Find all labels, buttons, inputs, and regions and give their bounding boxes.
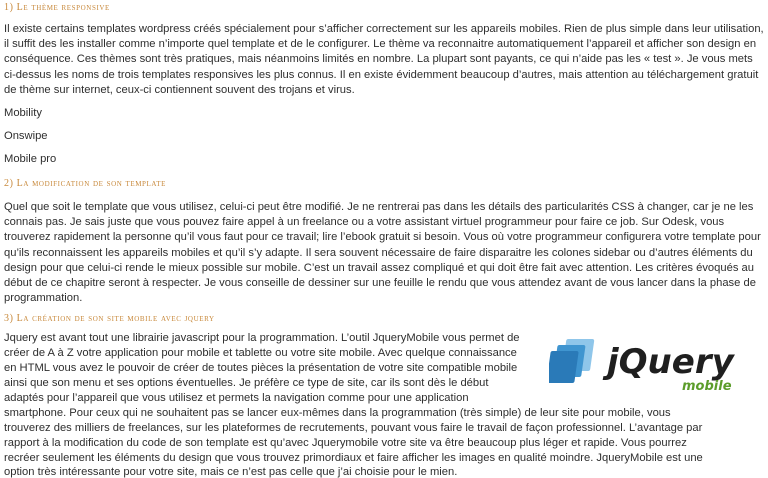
logo-device-front-icon xyxy=(549,351,579,383)
jquery-mobile-logo xyxy=(549,335,751,395)
section-3-line: smartphone. Pour ceux qui ne souhaitent pas se lancer eux-mêmes dans la programmation (très simple) de leur site pour mobile, vous xyxy=(4,407,671,419)
section-2-paragraph: Quel que soit le template que vous utilisez, celui-ci peut être modifié. Je ne rentrerai pas dans les détails des particularités CSS à changer, car je ne les connais pas. Je sais juste que vous pouvez faire appel à un freelance ou a votre assistant virtuel programmeur pour faire ce job. Sur Odesk, vous trouverez rapidement la personne qu’il vous faut pour ce travail; lire l’ebook gratuit si besoin. Vous où votre programmeur configurera votre template pour qu’ils reconnaissent les appareils mobiles et qu’il s’y adapte. Il sera souvent nécessaire de faire disparaitre les colones sidebar ou d’autres éléments du design pour que celui-ci rende le mieux possible sur mobile. C’est un travail assez compliqué et qui doit être fait avec attention. Les critères évoqués au début de ce chapitre seront à respecter. Je vous conseille de dessiner sur une feuille le rendu que vous attendez avant de vous lancer dans la phase de programmation. xyxy=(4,201,761,305)
section-3-line: Jquery est avant tout une librairie javascript pour la programmation. L’outil JqueryMobile vous permet de xyxy=(4,332,520,344)
section-3-line: en HTML vous avez le pouvoir de créer de toutes pièces la présentation de votre site compatible mobile xyxy=(4,362,518,374)
section-2-heading: 2) La modification de son template xyxy=(4,178,167,189)
section-3-line: adaptés pour l’appareil que vous utilisez et permets la navigation comme pour une application xyxy=(4,392,469,404)
logo-subtext: mobile xyxy=(682,379,732,394)
section-3-line: créer de A à Z votre application pour mobile et tablette ou votre site mobile. Avec quelque connaissance xyxy=(4,347,517,359)
template-item-onswipe: Onswipe xyxy=(4,130,48,142)
section-3-line: recréer seulement les éléments du design que vous trouvez primordiaux et faire afficher les images en qualité moindre. JqueryMobile est une xyxy=(4,452,703,464)
section-3-line: ainsi que son menu et ses options éventuelles. Je préfère ce type de site, car ils sont dès le début xyxy=(4,377,489,389)
section-3-heading: 3) La création de son site mobile avec jquery xyxy=(4,313,215,324)
logo-wordmark: jQuery xyxy=(607,342,734,382)
section-3-line: option très intéressante pour votre site, mais ce n’est pas celle que j’ai choisie pour le mien. xyxy=(4,466,458,478)
template-item-mobility: Mobility xyxy=(4,107,42,119)
section-3-line: trouverez des milliers de freelances, sur les plateformes de recrutements, pouvant vous faire le travail de façon professionnel. L’avantage par xyxy=(4,422,703,434)
template-item-mobile-pro: Mobile pro xyxy=(4,153,57,165)
section-3-line: rapport à la modification du code de son template est qu’avec Jquerymobile votre site va être beaucoup plus léger et rapide. Vous pourrez xyxy=(4,437,687,449)
section-1-paragraph: Il existe certains templates wordpress créés spécialement pour s’afficher correctement sur les appareils mobiles. Rien de plus simple dans leur utilisation, il suffit des les installer comme n’importe quel template et de le configurer. Le thème va reconnaitre automatiquement l’appareil et afficher son design en conséquence. Ces thèmes sont très pratiques, mais néanmoins limités en nombre. La plupart sont payants, ce qui n’aide pas les « test ». Je vous mets ci-dessus les noms de trois templates responsives les plus connus. Il en existe évidemment beaucoup d’autres, mais attention au téléchargement gratuit de thème sur internet, ceux-ci contiennent souvent des trojans et virus. xyxy=(4,23,764,96)
section-1-heading: 1) Le thème responsive xyxy=(4,2,110,13)
